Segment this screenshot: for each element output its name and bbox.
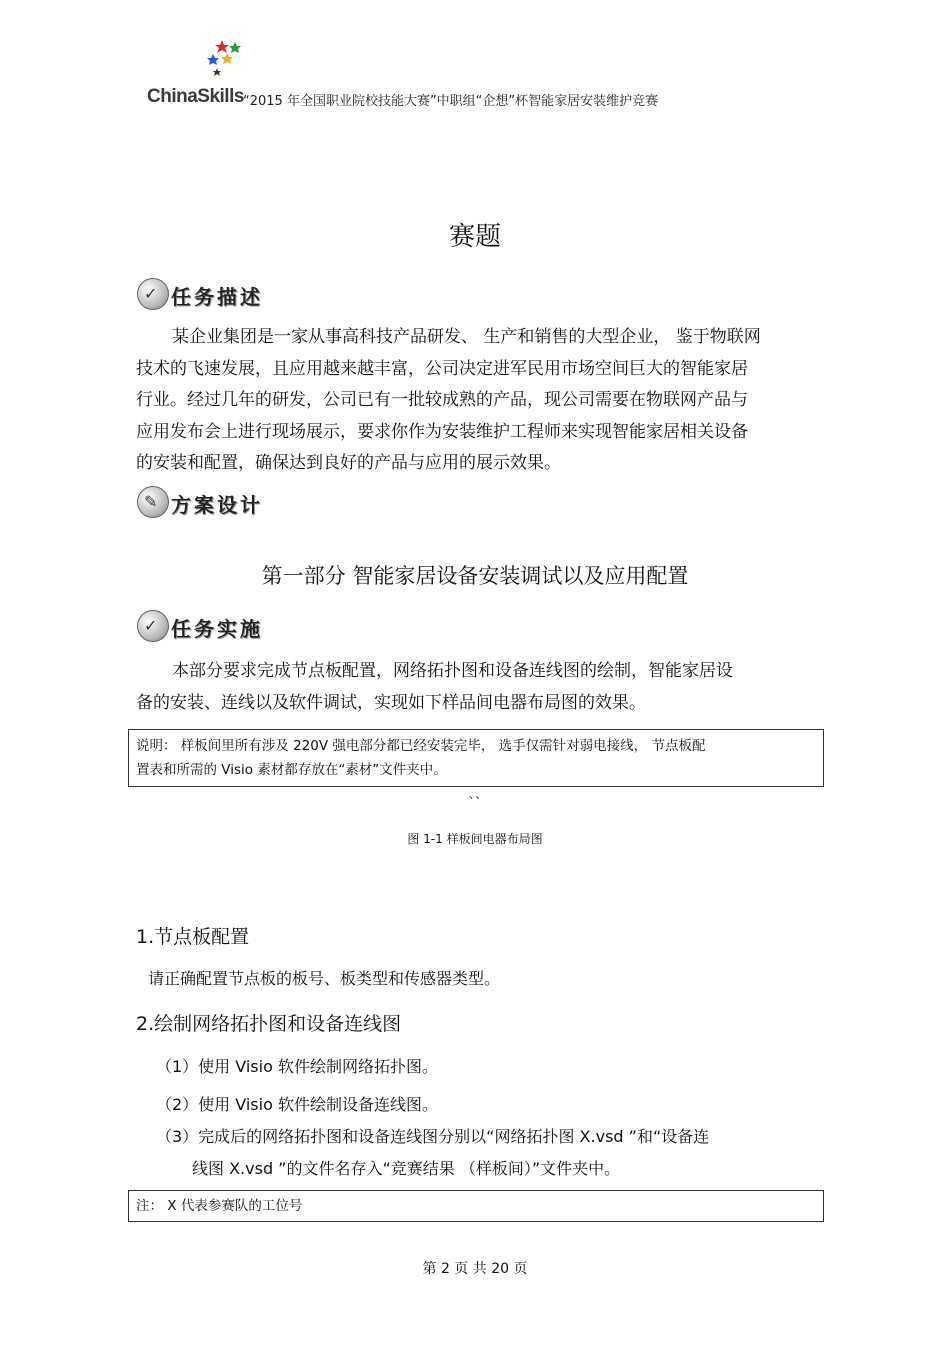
note-line: 说明： 样板间里所有涉及 220V 强电部分都已经安装完毕， 选手仅需针对弱电接线， 节点板配 (136, 738, 706, 754)
implementation-text (136, 656, 816, 719)
page-footer: 第 2 页 共 20 页 (422, 1261, 528, 1277)
paragraph-line: 备的安装、连线以及软件调试，实现如下样品间电器布局图的效果。 (136, 692, 646, 713)
task-description-heading (137, 278, 267, 310)
note-box (128, 729, 824, 787)
check-icon: ✓ (137, 278, 169, 310)
paragraph-line: 某企业集团是一家从事高科技产品研发、 生产和销售的大型企业， 鉴于物联网 (172, 327, 761, 347)
tick-mark: `` (468, 796, 482, 811)
item1-heading: 1.节点板配置 (136, 926, 250, 948)
header-title: “2015 年全国职业院校技能大赛”中职组“企想”杯智能家居安装维护竞赛 (243, 94, 659, 109)
task-implementation-heading (137, 610, 267, 642)
page-title: 赛题 (448, 222, 501, 252)
paragraph-line: 技术的飞速发展，且应用越来越丰富，公司决定进军民用市场空间巨大的智能家居 (136, 358, 748, 379)
note-line: 注： X 代表参赛队的工位号 (136, 1198, 303, 1214)
paragraph-line: 应用发布会上进行现场展示，要求你作为安装维护工程师来实现智能家居相关设备 (136, 421, 748, 442)
brand-name: ChinaSkills (147, 86, 244, 107)
section-label: 任务描述 (171, 285, 263, 309)
step-item: （1）使用 Visio 软件绘制网络拓扑图。 (156, 1057, 438, 1076)
pencil-icon: ✎ (137, 486, 169, 518)
plan-design-heading (137, 486, 267, 518)
section-label: 任务实施 (171, 617, 263, 641)
step-item: 线图 X.vsd ”的文件名存入“竞赛结果 （样板间）”文件夹中。 (192, 1159, 621, 1178)
step-item: （2）使用 Visio 软件绘制设备连线图。 (156, 1095, 438, 1114)
paragraph-line: 行业。经过几年的研发，公司已有一批较成熟的产品，现公司需要在物联网产品与 (136, 390, 748, 410)
note-line: 置表和所需的 Visio 素材都存放在“素材”文件夹中。 (136, 762, 447, 778)
section-label: 方案设计 (171, 493, 263, 517)
check-icon: ✓ (137, 610, 169, 642)
step-item: （3）完成后的网络拓扑图和设备连线图分别以“网络拓扑图 X.vsd ”和“设备连 (156, 1127, 710, 1146)
part-title: 第一部分 智能家居设备安装调试以及应用配置 (261, 564, 689, 588)
chinaskills-logo-stars (147, 38, 247, 83)
note-box (128, 1190, 824, 1222)
figure-caption: 图 1-1 样板间电器布局图 (407, 832, 543, 846)
item2-heading: 2.绘制网络拓扑图和设备连线图 (136, 1013, 402, 1035)
item1-text: 请正确配置节点板的板号、板类型和传感器类型。 (148, 969, 501, 988)
paragraph-line: 本部分要求完成节点板配置，网络拓扑图和设备连线图的绘制，智能家居设 (172, 661, 733, 681)
task-description-text (136, 322, 816, 480)
paragraph-line: 的安装和配置，确保达到良好的产品与应用的展示效果。 (136, 453, 561, 473)
